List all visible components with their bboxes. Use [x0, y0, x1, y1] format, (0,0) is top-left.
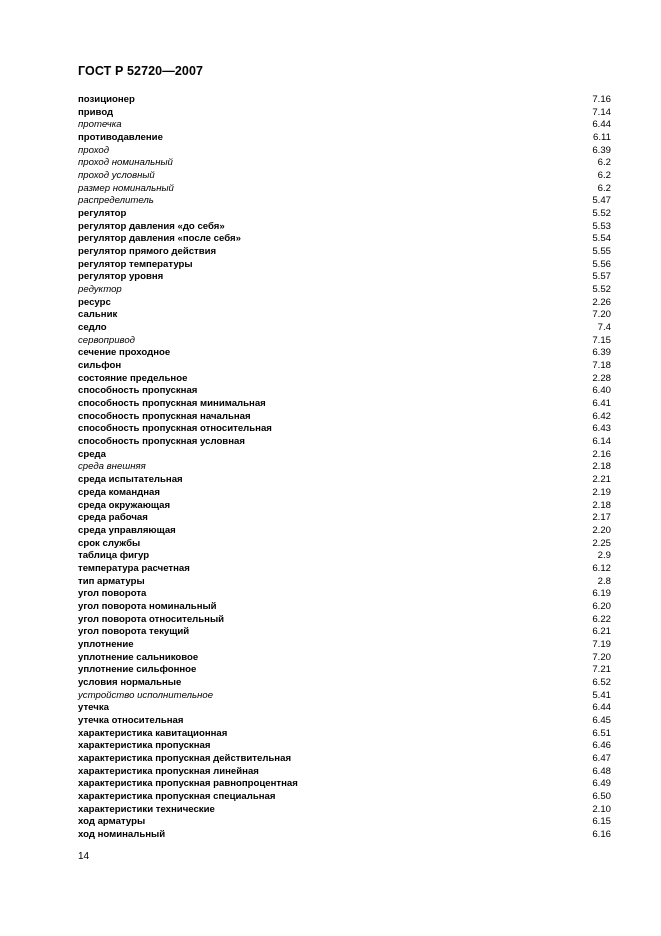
- index-reference: 5.54: [592, 233, 611, 245]
- index-entry: [78, 208, 611, 221]
- index-reference: 6.12: [592, 562, 611, 574]
- index-term: ход номинальный: [78, 828, 166, 840]
- index-term: характеристика пропускная действительная: [78, 752, 292, 764]
- index-entry: [78, 550, 611, 563]
- index-term: характеристика кавитационная: [78, 727, 228, 739]
- index-term: регулятор температуры: [78, 258, 193, 270]
- index-term: среда рабочая: [78, 512, 148, 524]
- index-term: способность пропускная: [78, 385, 198, 397]
- index-term: устройство исполнительное: [78, 689, 214, 701]
- index-term: среда испытательная: [78, 474, 183, 486]
- index-reference: 6.47: [592, 752, 611, 764]
- index-entry: [78, 778, 611, 791]
- index-entry: [78, 170, 611, 183]
- index-reference: 6.41: [592, 398, 611, 410]
- index-reference: 5.53: [592, 220, 611, 232]
- index-entry: [78, 309, 611, 322]
- index-reference: 6.2: [597, 182, 611, 194]
- index-reference: 5.57: [592, 271, 611, 283]
- index-term: сильфон: [78, 360, 122, 372]
- index-entry: [78, 753, 611, 766]
- index-entry: [78, 284, 611, 297]
- index-entry: [78, 538, 611, 551]
- index-reference: 2.26: [592, 296, 611, 308]
- index-reference: 6.46: [592, 740, 611, 752]
- index-reference: 2.18: [592, 499, 611, 511]
- index-entry: [78, 728, 611, 741]
- index-reference: 6.11: [593, 132, 611, 144]
- index-reference: 6.52: [592, 676, 611, 688]
- index-entry: [78, 677, 611, 690]
- index-reference: 6.22: [592, 613, 611, 625]
- index-entry: [78, 766, 611, 779]
- index-reference: 6.48: [592, 765, 611, 777]
- index-entry: [78, 664, 611, 677]
- index-term: привод: [78, 106, 114, 118]
- index-term: седло: [78, 322, 107, 334]
- index-reference: 5.47: [592, 195, 611, 207]
- index-term: размер номинальный: [78, 182, 174, 194]
- index-reference: 6.50: [592, 790, 611, 802]
- index-term: тип арматуры: [78, 575, 145, 587]
- index-term: сечение проходное: [78, 347, 171, 359]
- index-reference: 7.14: [592, 106, 611, 118]
- index-term: регулятор давления «после себя»: [78, 233, 241, 245]
- index-entry: [78, 233, 611, 246]
- index-entry: [78, 449, 611, 462]
- index-reference: 2.16: [592, 448, 611, 460]
- index-reference: 2.21: [592, 474, 611, 486]
- index-term: срок службы: [78, 537, 141, 549]
- index-entry: [78, 829, 611, 842]
- index-reference: 2.10: [592, 803, 611, 815]
- index-entry: [78, 487, 611, 500]
- index-term: регулятор: [78, 208, 127, 220]
- index-reference: 6.49: [592, 778, 611, 790]
- index-reference: 7.15: [592, 334, 611, 346]
- index-term: уплотнение сильфонное: [78, 664, 197, 676]
- page-number: 14: [78, 851, 90, 862]
- index-entry: [78, 576, 611, 589]
- index-entry: [78, 411, 611, 424]
- index-term: угол поворота: [78, 588, 147, 600]
- index-term: ресурс: [78, 296, 111, 308]
- index-term: характеристика пропускная специальная: [78, 790, 276, 802]
- index-term: редуктор: [78, 284, 122, 296]
- index-entry: [78, 601, 611, 614]
- index-reference: 2.28: [592, 372, 611, 384]
- index-reference: 2.18: [592, 461, 611, 473]
- index-term: способность пропускная начальная: [78, 410, 251, 422]
- index-entry: [78, 525, 611, 538]
- index-term: среда внешняя: [78, 461, 146, 473]
- index-term: способность пропускная минимальная: [78, 398, 266, 410]
- index-reference: 6.45: [592, 714, 611, 726]
- index-term: уплотнение сальниковое: [78, 651, 199, 663]
- index-reference: 6.51: [592, 727, 611, 739]
- index-entry: [78, 626, 611, 639]
- index-reference: 6.21: [592, 626, 611, 638]
- index-reference: 6.16: [592, 828, 611, 840]
- index-entry: [78, 436, 611, 449]
- index-reference: 7.4: [597, 322, 611, 334]
- index-entry: [78, 107, 611, 120]
- index-entry: [78, 221, 611, 234]
- index-reference: 7.18: [592, 360, 611, 372]
- index-entry: [78, 157, 611, 170]
- index-entry: [78, 715, 611, 728]
- index-term: утечка: [78, 702, 109, 714]
- index-reference: 7.20: [592, 309, 611, 321]
- index-reference: 6.14: [592, 436, 611, 448]
- index-term: состояние предельное: [78, 372, 188, 384]
- index-entry: [78, 816, 611, 829]
- index-reference: 5.52: [592, 284, 611, 296]
- index-entry: [78, 639, 611, 652]
- index-entry: [78, 297, 611, 310]
- index-term: противодавление: [78, 132, 163, 144]
- index-term: регулятор давления «до себя»: [78, 220, 225, 232]
- index-entry: [78, 588, 611, 601]
- index-term: способность пропускная условная: [78, 436, 245, 448]
- index-term: характеристика пропускная: [78, 740, 211, 752]
- document-header: ГОСТ Р 52720—2007: [78, 64, 204, 78]
- index-term: позиционер: [78, 94, 135, 105]
- index-entry: [78, 474, 611, 487]
- index-term: регулятор уровня: [78, 271, 164, 283]
- index-reference: 6.20: [592, 600, 611, 612]
- index-term: распределитель: [78, 195, 154, 207]
- index-entry: [78, 423, 611, 436]
- index-reference: 6.2: [597, 157, 611, 169]
- index-term: сальник: [78, 309, 118, 321]
- index-reference: 6.39: [592, 144, 611, 156]
- index-term: среда управляющая: [78, 524, 176, 536]
- index-entry: [78, 271, 611, 284]
- index-entry: [78, 183, 611, 196]
- index-term: проход номинальный: [78, 157, 173, 169]
- index-reference: 7.21: [592, 664, 611, 676]
- index-entry: [78, 398, 611, 411]
- index-term: угол поворота относительный: [78, 613, 225, 625]
- index-entry: [78, 461, 611, 474]
- index-entry: [78, 702, 611, 715]
- index-term: ход арматуры: [78, 816, 146, 828]
- index-entry: [78, 614, 611, 627]
- index-reference: 6.44: [592, 702, 611, 714]
- term-index: [78, 94, 611, 842]
- index-reference: 2.19: [592, 486, 611, 498]
- index-term: проход условный: [78, 170, 155, 182]
- index-entry: [78, 132, 611, 145]
- index-reference: 7.20: [592, 651, 611, 663]
- index-entry: [78, 512, 611, 525]
- index-entry: [78, 347, 611, 360]
- index-entry: [78, 563, 611, 576]
- index-reference: 6.2: [597, 170, 611, 182]
- index-entry: [78, 94, 611, 107]
- index-reference: 6.40: [592, 385, 611, 397]
- index-reference: 5.55: [592, 246, 611, 258]
- index-entry: [78, 119, 611, 132]
- index-term: способность пропускная относительная: [78, 423, 272, 435]
- index-term: условия нормальные: [78, 676, 182, 688]
- index-term: проход: [78, 144, 110, 156]
- index-entry: [78, 259, 611, 272]
- index-term: среда: [78, 448, 106, 460]
- index-reference: 7.19: [592, 638, 611, 650]
- index-term: таблица фигур: [78, 550, 150, 562]
- index-reference: 6.39: [592, 347, 611, 359]
- index-term: сервопривод: [78, 334, 135, 346]
- index-reference: 5.56: [592, 258, 611, 270]
- index-reference: 5.52: [592, 208, 611, 220]
- index-entry: [78, 335, 611, 348]
- index-term: угол поворота номинальный: [78, 600, 217, 612]
- index-entry: [78, 791, 611, 804]
- index-term: угол поворота текущий: [78, 626, 190, 638]
- index-reference: 7.16: [592, 94, 611, 105]
- index-term: характеристики технические: [78, 803, 215, 815]
- index-entry: [78, 322, 611, 335]
- index-entry: [78, 500, 611, 513]
- index-entry: [78, 652, 611, 665]
- index-entry: [78, 246, 611, 259]
- index-entry: [78, 690, 611, 703]
- index-entry: [78, 195, 611, 208]
- index-reference: 2.20: [592, 524, 611, 536]
- index-entry: [78, 804, 611, 817]
- index-term: температура расчетная: [78, 562, 190, 574]
- index-term: характеристика пропускная линейная: [78, 765, 259, 777]
- index-reference: 6.19: [592, 588, 611, 600]
- index-reference: 6.42: [592, 410, 611, 422]
- index-reference: 6.43: [592, 423, 611, 435]
- index-term: регулятор прямого действия: [78, 246, 217, 258]
- index-term: уплотнение: [78, 638, 134, 650]
- index-entry: [78, 373, 611, 386]
- index-term: среда окружающая: [78, 499, 171, 511]
- index-reference: 6.44: [592, 119, 611, 131]
- index-entry: [78, 145, 611, 158]
- index-entry: [78, 385, 611, 398]
- index-reference: 2.9: [597, 550, 611, 562]
- index-reference: 5.41: [592, 689, 611, 701]
- index-reference: 2.8: [597, 575, 611, 587]
- index-term: характеристика пропускная равнопроцентная: [78, 778, 298, 790]
- index-term: среда командная: [78, 486, 160, 498]
- index-reference: 2.17: [592, 512, 611, 524]
- index-term: протечка: [78, 119, 122, 131]
- index-reference: 2.25: [592, 537, 611, 549]
- index-reference: 6.15: [592, 816, 611, 828]
- index-entry: [78, 360, 611, 373]
- index-term: утечка относительная: [78, 714, 184, 726]
- index-entry: [78, 740, 611, 753]
